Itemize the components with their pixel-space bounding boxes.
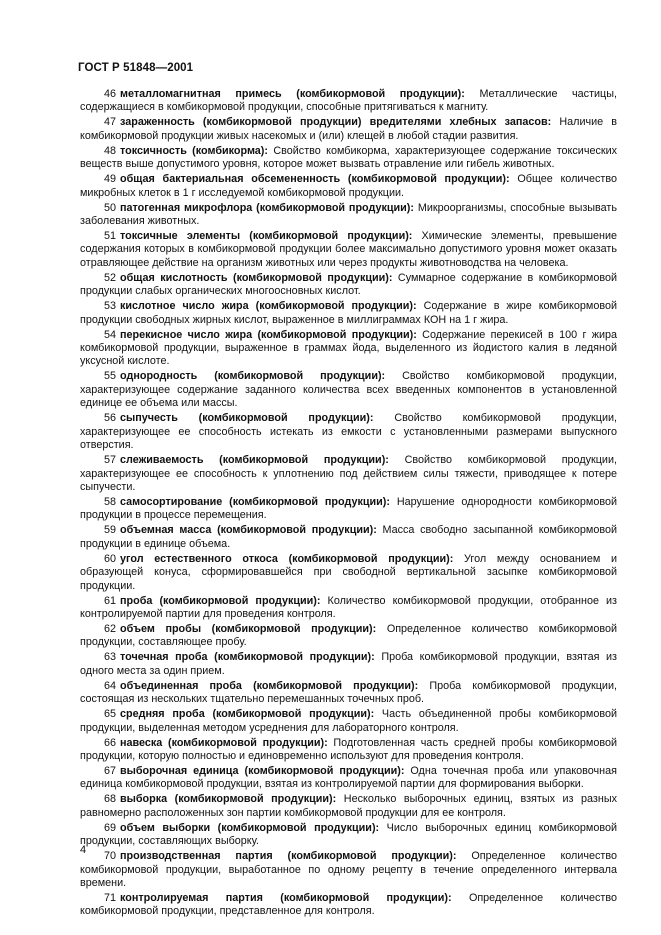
term-entry	[80, 145, 617, 172]
term-number: 64	[104, 679, 117, 692]
term-title: выборка (комбикормовой продукции):	[120, 793, 337, 806]
term-definition: Проба комбикормовой продукции, состоящая из нескольких тщательно перемешанных точечных проб.	[80, 679, 617, 706]
term-entry	[80, 765, 617, 792]
term-title: общая кислотность (комбикормовой продукции):	[120, 271, 393, 284]
term-number: 46	[104, 88, 117, 100]
term-entry	[80, 370, 617, 410]
term-definition: Металлические частицы, содержащиеся в комбикормовой продукции, способные притягиваться к магниту.	[80, 88, 617, 114]
term-definition: Свойство комбикорма, характеризующее содержание токсических веществ выше допустимого уровня, которое может вызвать отравление или гибель животных.	[80, 144, 618, 171]
term-title: токсичность (комбикорма):	[120, 144, 268, 157]
term-number: 58	[104, 495, 117, 508]
term-definition: Суммарное содержание в комбикормовой продукции слабых органических многоосновных кислот.	[80, 271, 618, 298]
term-entry	[80, 300, 617, 327]
document-header: ГОСТ Р 51848—2001	[78, 62, 194, 74]
page-number: 4	[80, 844, 87, 856]
term-title: перекисное число жира (комбикормовой продукции):	[120, 328, 417, 341]
term-number: 53	[104, 300, 117, 313]
term-entry	[80, 892, 617, 919]
term-number: 66	[104, 736, 117, 749]
term-definition: Свойство комбикормовой продукции, характеризующее ее способность истекать из емкости с установленными размерами выпускного отверстия.	[80, 412, 618, 452]
term-definition: Общее количество микробных клеток в 1 г исследуемой комбикормовой продукции.	[80, 173, 617, 199]
term-entry	[80, 651, 617, 678]
term-definition: Угол между основанием и образующей конуса, сформировавшейся при свободной вертикальной засыпке комбикормовой продукции.	[80, 552, 617, 592]
term-title: токсичные элементы (комбикормовой продукции):	[120, 230, 413, 243]
term-entry	[80, 412, 617, 452]
term-definition: Свойство комбикормовой продукции, характеризующее ее способность к уплотнению под действием силы тяжести, приводящее к потере сыпучести.	[80, 454, 617, 493]
terms-list	[80, 88, 617, 920]
term-title: проба (комбикормовой продукции):	[120, 594, 321, 607]
term-definition: Одна точечная проба или упаковочная единица комбикормовой продукции, взятая из контролируемой партии для формирования выборки.	[80, 764, 617, 791]
term-number: 71	[104, 892, 117, 904]
term-entry	[80, 230, 617, 270]
term-definition: Наличие в комбикормовой продукции живых насекомых и (или) клещей в любой стадии развития.	[80, 116, 617, 142]
term-definition: Содержание перекисей в 100 г жира комбикормовой продукции, выраженное в граммах йода, выделенного из йодистого калия в ледяной уксусной кислоте.	[80, 328, 617, 368]
term-entry	[80, 793, 617, 820]
term-definition: Число выборочных единиц комбикормовой продукции, составляющих выборку.	[80, 821, 617, 848]
term-title: точечная проба (комбикормовой продукции):	[120, 651, 375, 664]
term-number: 47	[104, 116, 117, 129]
term-entry	[80, 553, 617, 593]
term-title: слеживаемость (комбикормовой продукции):	[120, 454, 389, 467]
term-number: 52	[104, 271, 117, 284]
term-number: 55	[104, 370, 117, 383]
term-number: 59	[104, 524, 117, 537]
term-number: 62	[104, 622, 117, 635]
term-definition: Свойство комбикормовой продукции, характеризующее содержание заданного количества всех введенных компонентов в установленной единице ее объема или массы.	[80, 370, 618, 410]
term-title: объем выборки (комбикормовой продукции):	[120, 821, 380, 834]
term-number: 50	[104, 201, 117, 214]
term-title: производственная партия (комбикормовой продукции):	[120, 850, 457, 863]
term-title: объемная масса (комбикормовой продукции):	[120, 524, 377, 537]
term-title: однородность (комбикормовой продукции):	[120, 370, 386, 383]
term-title: средняя проба (комбикормовой продукции):	[120, 708, 375, 721]
term-entry	[80, 496, 617, 523]
term-title: объем пробы (комбикормовой продукции):	[120, 622, 377, 635]
term-title: металломагнитная примесь (комбикормовой продукции):	[120, 88, 465, 100]
term-definition: Содержание в жире комбикормовой продукции свободных жирных кислот, выраженное в миллиграммах КОН на 1 г жира.	[80, 300, 617, 326]
term-title: зараженность (комбикормовой продукции) вредителями хлебных запасов:	[120, 116, 552, 129]
term-title: угол естественного откоса (комбикормовой продукции):	[120, 552, 454, 565]
term-entry	[80, 454, 617, 494]
term-entry	[80, 329, 617, 369]
term-entry	[80, 737, 617, 764]
term-entry	[80, 524, 617, 551]
term-title: патогенная микрофлора (комбикормовой продукции):	[120, 201, 414, 214]
term-title: навеска (комбикормовой продукции):	[120, 736, 328, 749]
term-number: 67	[104, 764, 117, 777]
term-title: объединенная проба (комбикормовой продукции):	[120, 679, 419, 692]
term-definition: Несколько выборочных единиц, взятых из разных равномерно расположенных зон партии комбикормовой продукции для ее контроля.	[80, 793, 617, 819]
term-definition: Подготовленная часть средней пробы комбикормовой продукции, которую полностью и единовременно используют для проведения контроля.	[80, 736, 617, 762]
term-entry	[80, 88, 617, 115]
term-title: общая бактериальная обсемененность (комбикормовой продукции):	[120, 173, 510, 186]
term-entry	[80, 850, 617, 890]
term-number: 70	[104, 850, 117, 863]
term-number: 69	[104, 821, 117, 834]
term-definition: Определенное количество комбикормовой продукции, составляющее пробу.	[80, 622, 618, 649]
term-number: 54	[104, 328, 117, 341]
term-title: сыпучесть (комбикормовой продукции):	[120, 412, 374, 425]
term-entry	[80, 272, 617, 299]
term-title: контролируемая партия (комбикормовой продукции):	[120, 892, 452, 904]
term-entry	[80, 680, 617, 707]
term-number: 61	[104, 594, 117, 607]
term-definition: Химические элементы, превышение содержания которых в комбикормовой продукции более максимально допустимого уровня может оказать отравляющее действие на организм животных или через продукты животноводства на человека.	[80, 230, 617, 269]
term-title: выборочная единица (комбикормовой продукции):	[120, 764, 405, 777]
term-title: кислотное число жира (комбикормовой продукции):	[120, 300, 417, 313]
term-entry	[80, 708, 617, 735]
term-entry	[80, 116, 617, 143]
term-number: 51	[104, 230, 117, 243]
term-definition: Часть объединенной пробы комбикормовой продукции, выделенная методом усреднения для лабораторного контроля.	[80, 708, 617, 734]
term-entry	[80, 202, 617, 229]
term-entry	[80, 623, 617, 650]
term-definition: Нарушение однородности комбикормовой продукции в процессе перемещения.	[80, 495, 618, 522]
term-definition: Масса свободно засыпанной комбикормовой продукции в единице объема.	[80, 524, 617, 550]
term-definition: Определенное количество комбикормовой продукции, представленное для контроля.	[80, 892, 617, 918]
term-number: 56	[104, 412, 117, 425]
term-number: 48	[104, 144, 117, 157]
term-number: 65	[104, 708, 117, 721]
term-number: 68	[104, 793, 117, 806]
term-entry	[80, 822, 617, 849]
term-number: 63	[104, 651, 117, 664]
term-definition: Проба комбикормовой продукции, взятая из одного места за один прием.	[80, 651, 617, 677]
term-definition: Количество комбикормовой продукции, отобранное из контролируемой партии для проведения контроля.	[80, 594, 617, 620]
term-entry	[80, 595, 617, 622]
term-title: самосортирование (комбикормовой продукции):	[120, 495, 390, 508]
term-number: 60	[104, 552, 117, 565]
term-number: 57	[104, 454, 117, 467]
term-definition: Микроорганизмы, способные вызывать заболевания животных.	[80, 201, 618, 228]
term-number: 49	[104, 173, 117, 186]
term-definition: Определенное количество комбикормовой продукции, выработанное по одному рецепту в течение определенного интервала времени.	[80, 850, 617, 889]
term-entry	[80, 173, 617, 200]
